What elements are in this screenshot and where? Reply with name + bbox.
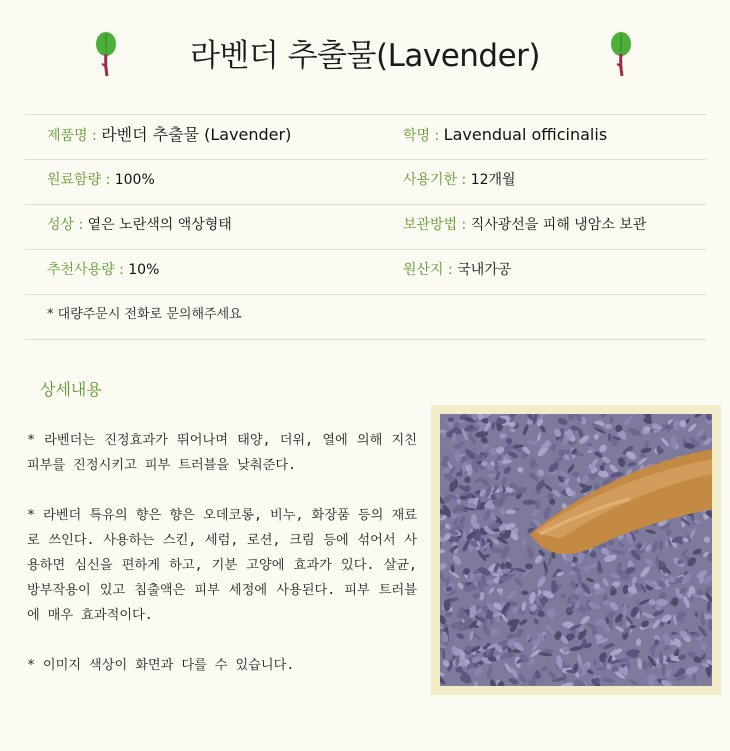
spec-row (25, 114, 706, 159)
spec-label: 원료함량 : (47, 172, 115, 188)
spec-value: 10% (128, 262, 160, 278)
spec-label: 사용기한 : (403, 172, 471, 188)
spec-value: 옅은 노란색의 액상형태 (87, 217, 232, 233)
page-title: 라벤더 추출물(Lavender) (189, 38, 541, 74)
spec-row (25, 204, 706, 249)
spec-label: 제품명 : (47, 128, 102, 144)
description-paragraph: * 이미지 색상이 화면과 다를 수 있습니다. (27, 658, 295, 673)
spec-row (25, 249, 706, 294)
spec-value: 라벤더 추출물 (Lavender) (101, 125, 292, 144)
order-note: * 대량주문시 전화로 문의해주세요 (47, 307, 242, 322)
spec-value: Lavendual officinalis (443, 125, 608, 144)
spec-label: 보관방법 : (403, 217, 471, 233)
product-photo (440, 414, 712, 686)
spec-label: 원산지 : (403, 262, 458, 278)
description (27, 428, 417, 703)
spec-value: 100% (114, 172, 155, 188)
product-photo-frame (431, 405, 721, 695)
spec-table (25, 114, 706, 340)
header (0, 0, 730, 100)
spec-label: 학명 : (403, 128, 444, 144)
leaf-icon (608, 30, 634, 78)
spec-value: 12개월 (470, 172, 516, 188)
spec-row (25, 294, 706, 340)
description-paragraph: * 라벤더는 진정효과가 뛰어나며 태양, 더위, 열에 의해 지친 피부를 진정시키고 피부 트러블을 낮춰준다. (27, 433, 417, 473)
spec-value: 국내가공 (457, 262, 512, 278)
spec-value: 직사광선을 피해 냉암소 보관 (470, 217, 647, 233)
spec-label: 성상 : (47, 217, 88, 233)
spec-row (25, 159, 706, 204)
spec-label: 추천사용량 : (47, 262, 129, 278)
section-title: 상세내용 (40, 380, 102, 399)
description-paragraph: * 라벤더 특유의 향은 향은 오데코롱, 비누, 화장품 등의 재료로 쓰인다. 사용하는 스킨, 세럼, 로션, 크림 등에 섞어서 사용하면 심신을 편하게 하고, 기분 고양에 효과가 있다. 살균, 방부작용이 있고 침출액은 피부 세정에 사용된다. 피부 트러블에 매우 효과적이다. (27, 508, 417, 623)
